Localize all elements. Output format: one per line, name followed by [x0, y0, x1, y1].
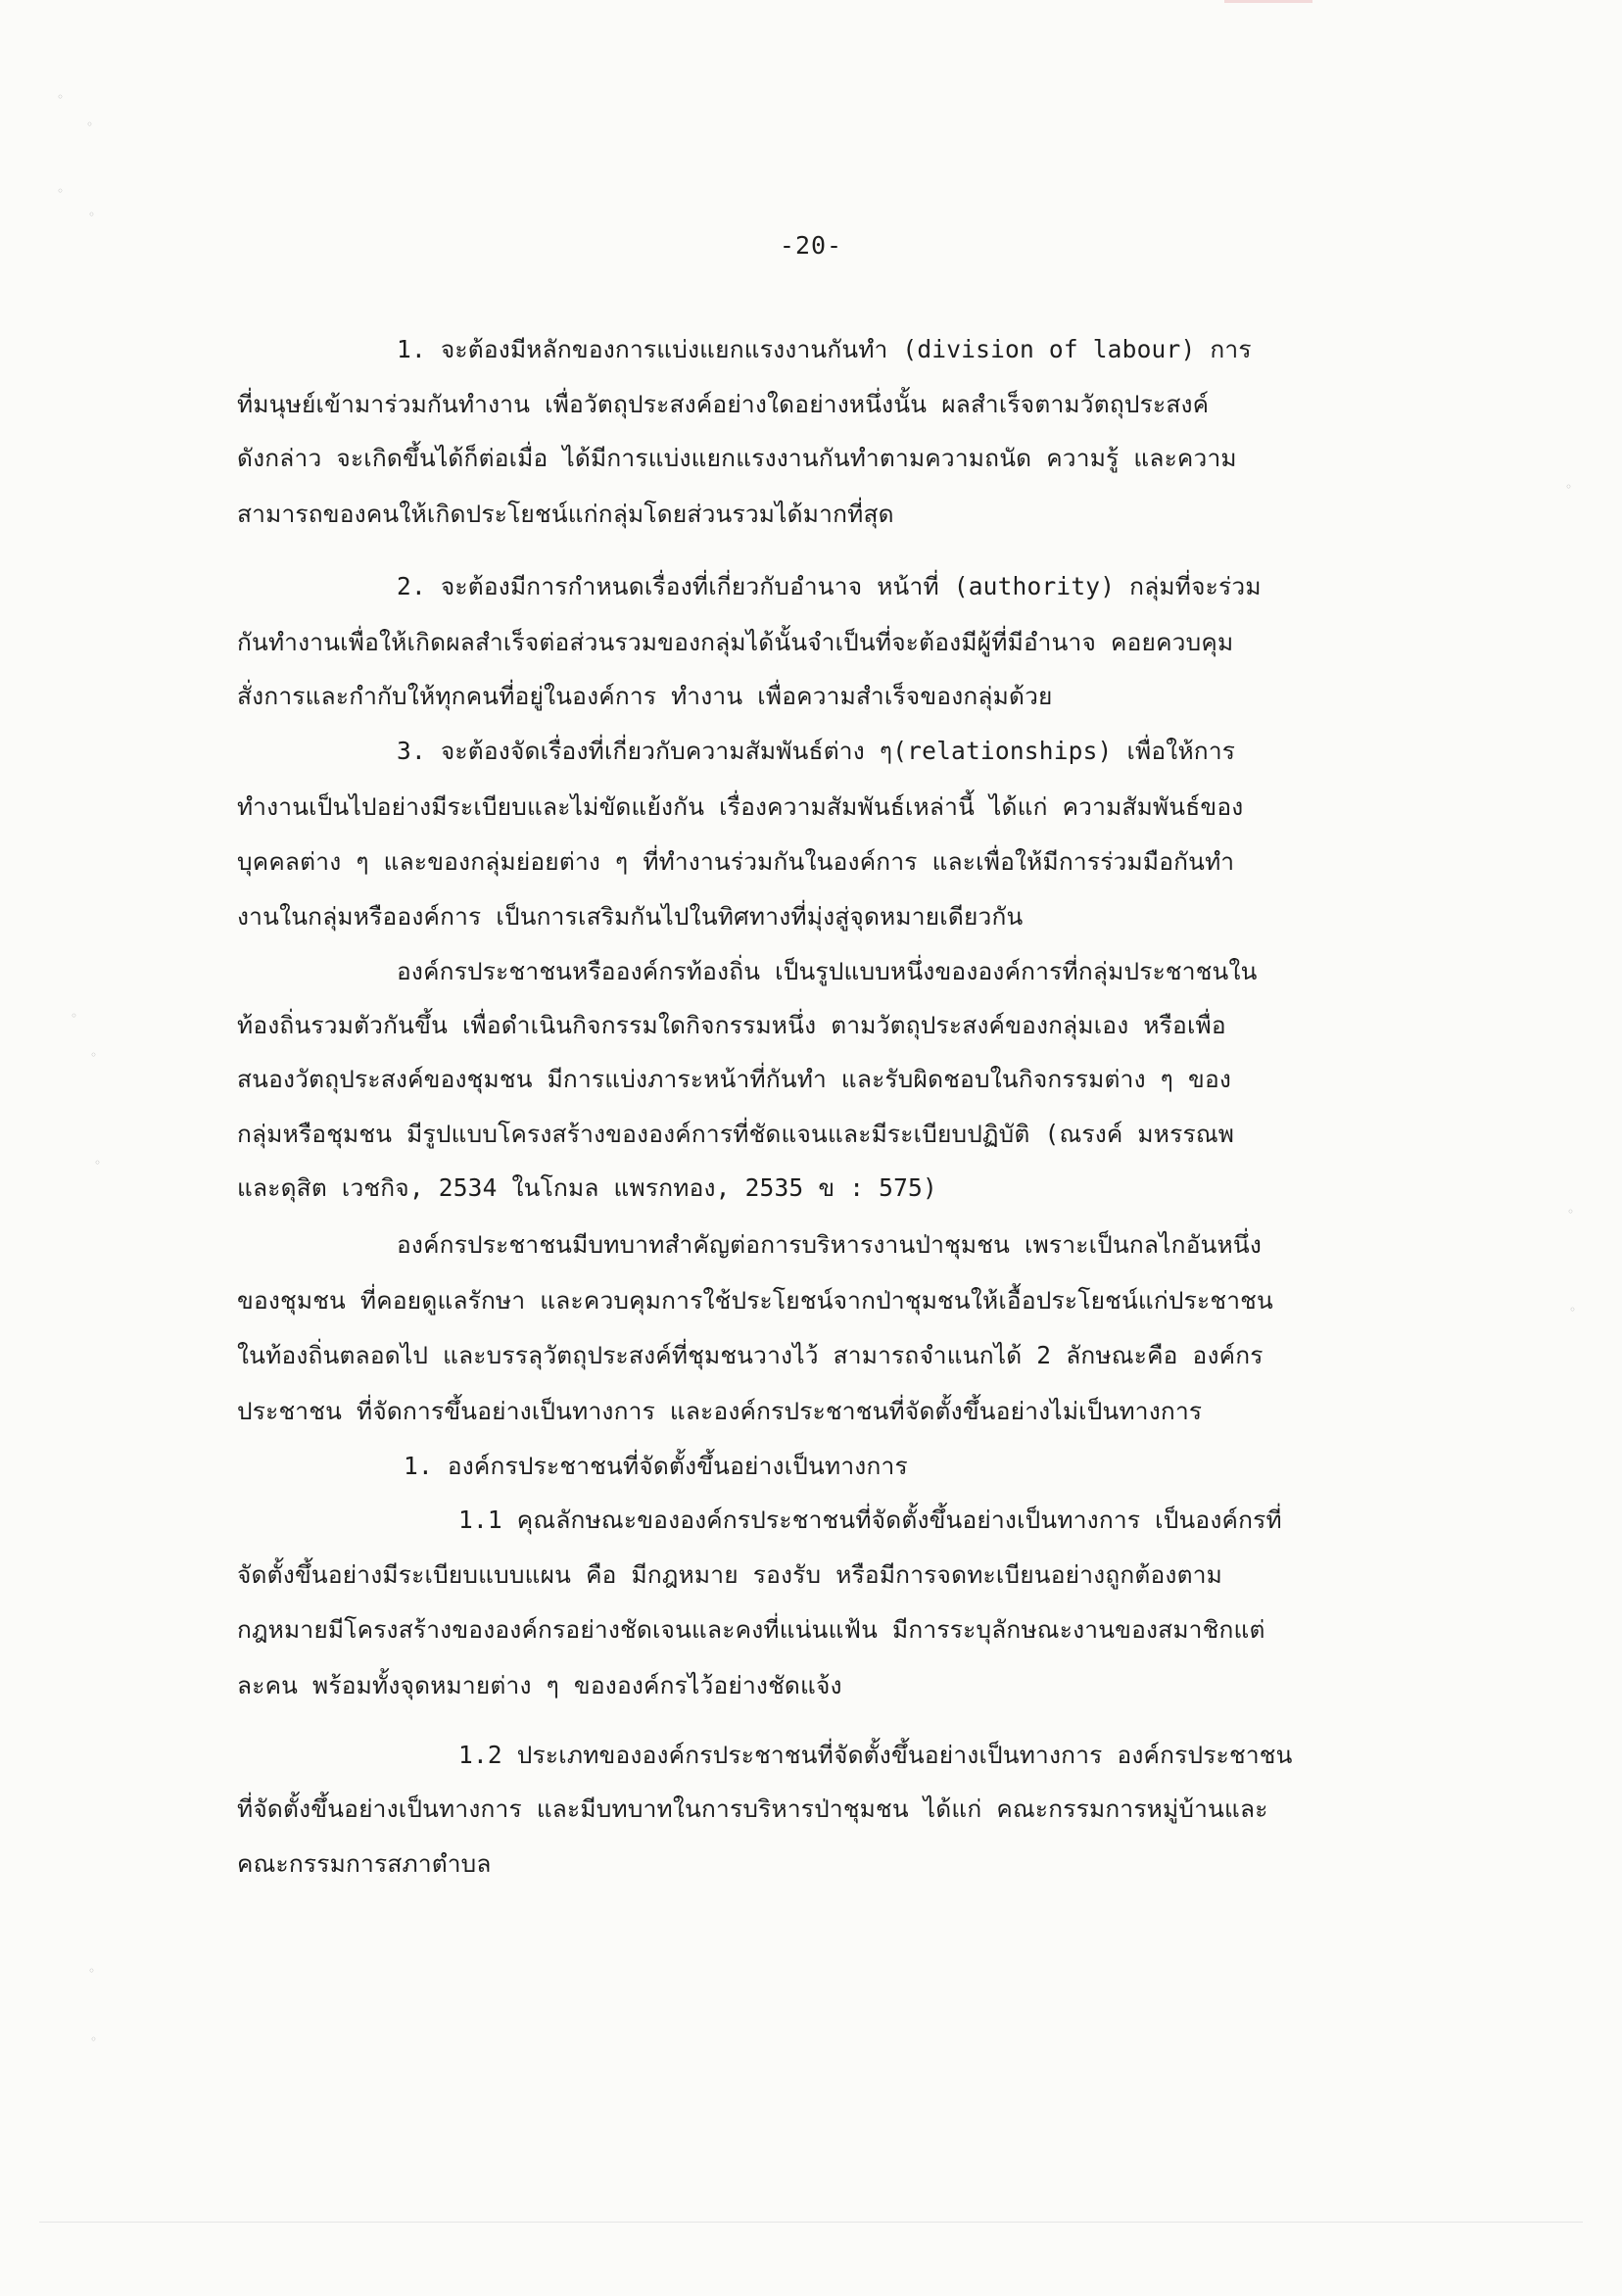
text-line: 2. จะต้องมีการกำหนดเรื่องที่เกี่ยวกับอำนาจ หน้าที่ (authority) กลุ่มที่จะร่วม	[397, 572, 1262, 600]
scan-speck: ◦	[88, 208, 96, 221]
scan-speck: ◦	[1567, 1205, 1575, 1219]
scan-speck: ◦	[90, 2033, 98, 2046]
text-line: จัดตั้งขึ้นอย่างมีระเบียบแบบแผน คือ มีกฎหมาย รองรับ หรือมีการจดทะเบียนอย่างถูกต้องตาม	[237, 1560, 1223, 1589]
text-line: กลุ่มหรือชุมชน มีรูปแบบโครงสร้างขององค์การที่ชัดแจนและมีระเบียบปฏิบัติ (ณรงค์ มหรรณพ	[237, 1120, 1235, 1148]
text-line: ดังกล่าว จะเกิดขึ้นได้ก็ต่อเมื่อ ได้มีการแบ่งแยกแรงงานกันทำตามความถนัด ความรู้ และความ	[237, 444, 1237, 472]
section-heading: 1. องค์กรประชาชนที่จัดตั้งขึ้นอย่างเป็นทางการ	[404, 1452, 908, 1480]
text-line: สนองวัตถุประสงค์ของชุมชน มีการแบ่งภาระหน้าที่กันทำ และรับผิดชอบในกิจกรรมต่าง ๆ ของ	[237, 1065, 1232, 1093]
text-line: และดุสิต เวชกิจ, 2534 ในโกมล แพรกทอง, 2535 ข : 575)	[237, 1173, 937, 1202]
text-line: ของชุมชน ที่คอยดูแลรักษา และควบคุมการใช้ประโยชน์จากป่าชุมชนให้เอื้อประโยชน์แก่ประชาชน	[237, 1286, 1273, 1315]
text-line: 1.2 ประเภทขององค์กรประชาชนที่จัดตั้งขึ้นอย่างเป็นทางการ องค์กรประชาชน	[458, 1741, 1293, 1769]
text-line: องค์กรประชาชนหรือองค์กรท้องถิ่น เป็นรูปแบบหนึ่งขององค์การที่กลุ่มประชาชนใน	[397, 957, 1258, 985]
text-line: บุคคลต่าง ๆ และของกลุ่มย่อยต่าง ๆ ที่ทำงานร่วมกันในองค์การ และเพื่อให้มีการร่วมมือกันทำ	[237, 847, 1235, 876]
text-line: กฎหมายมีโครงสร้างขององค์กรอย่างชัดเจนและคงที่แน่นแฟ้น มีการระบุลักษณะงานของสมาชิกแต่	[237, 1615, 1265, 1644]
scan-speck: ◦	[1565, 480, 1573, 494]
scan-edge-mark	[1224, 0, 1312, 3]
text-line: ที่มนุษย์เข้ามาร่วมกันทำงาน เพื่อวัตถุประสงค์อย่างใดอย่างหนึ่งนั้น ผลสำเร็จตามวัตถุประสงค์	[237, 390, 1210, 418]
text-line: กันทำงานเพื่อให้เกิดผลสำเร็จต่อส่วนรวมของกลุ่มได้นั้นจำเป็นที่จะต้องมีผู้ที่มีอำนาจ คอยควบคุม	[237, 628, 1234, 656]
text-line: 1.1 คุณลักษณะขององค์กรประชาชนที่จัดตั้งขึ้นอย่างเป็นทางการ เป็นองค์กรที่	[458, 1506, 1282, 1534]
text-line: ประชาชน ที่จัดการขึ้นอย่างเป็นทางการ และองค์กรประชาชนที่จัดตั้งขึ้นอย่างไม่เป็นทางการ	[237, 1397, 1203, 1425]
scan-speck: ◦	[88, 1964, 96, 1978]
text-line: ละคน พร้อมทั้งจุดหมายต่าง ๆ ขององค์กรไว้อย่างชัดแจ้ง	[237, 1671, 842, 1699]
text-line: ทำงานเป็นไปอย่างมีระเบียบและไม่ขัดแย้งกัน เรื่องความสัมพันธ์เหล่านี้ ได้แก่ ความสัมพันธ์ของ	[237, 792, 1244, 821]
text-line: สั่งการและกำกับให้ทุกคนที่อยู่ในองค์การ ทำงาน เพื่อความสำเร็จของกลุ่มด้วย	[237, 682, 1053, 710]
scan-speck: ◦	[94, 1156, 102, 1170]
text-line: คณะกรรมการสภาตำบล	[237, 1849, 492, 1878]
text-line: ที่จัดตั้งขึ้นอย่างเป็นทางการ และมีบทบาทในการบริหารป่าชุมชน ได้แก่ คณะกรรมการหมู่บ้านและ	[237, 1794, 1268, 1823]
scan-speck: ◦	[57, 184, 65, 198]
text-line: 1. จะต้องมีหลักของการแบ่งแยกแรงงานกันทำ (division of labour) การ	[397, 335, 1252, 363]
scan-speck: ◦	[86, 118, 94, 131]
page-number: -20-	[779, 231, 843, 260]
bottom-scan-line	[39, 2222, 1583, 2223]
scan-speck: ◦	[71, 1009, 78, 1023]
text-line: สามารถของคนให้เกิดประโยชน์แก่กลุ่มโดยส่วนรวมได้มากที่สุด	[237, 500, 894, 528]
text-line: ท้องถิ่นรวมตัวกันขึ้น เพื่อดำเนินกิจกรรมใดกิจกรรมหนึ่ง ตามวัตถุประสงค์ของกลุ่มเอง หรือเพื่อ	[237, 1011, 1226, 1039]
text-line: ในท้องถิ่นตลอดไป และบรรลุวัตถุประสงค์ที่ชุมชนวางไว้ สามารถจำแนกได้ 2 ลักษณะคือ องค์กร	[237, 1341, 1264, 1369]
scan-speck: ◦	[1569, 1303, 1577, 1316]
scan-speck: ◦	[90, 1048, 98, 1062]
text-line: งานในกลุ่มหรือองค์การ เป็นการเสริมกันไปในทิศทางที่มุ่งสู่จุดหมายเดียวกัน	[237, 902, 1024, 931]
text-line: 3. จะต้องจัดเรื่องที่เกี่ยวกับความสัมพันธ์ต่าง ๆ(relationships) เพื่อให้การ	[397, 737, 1236, 765]
scan-speck: ◦	[57, 90, 65, 104]
text-line: องค์กรประชาชนมีบทบาทสำคัญต่อการบริหารงานป่าชุมชน เพราะเป็นกลไกอันหนึ่ง	[397, 1230, 1263, 1259]
